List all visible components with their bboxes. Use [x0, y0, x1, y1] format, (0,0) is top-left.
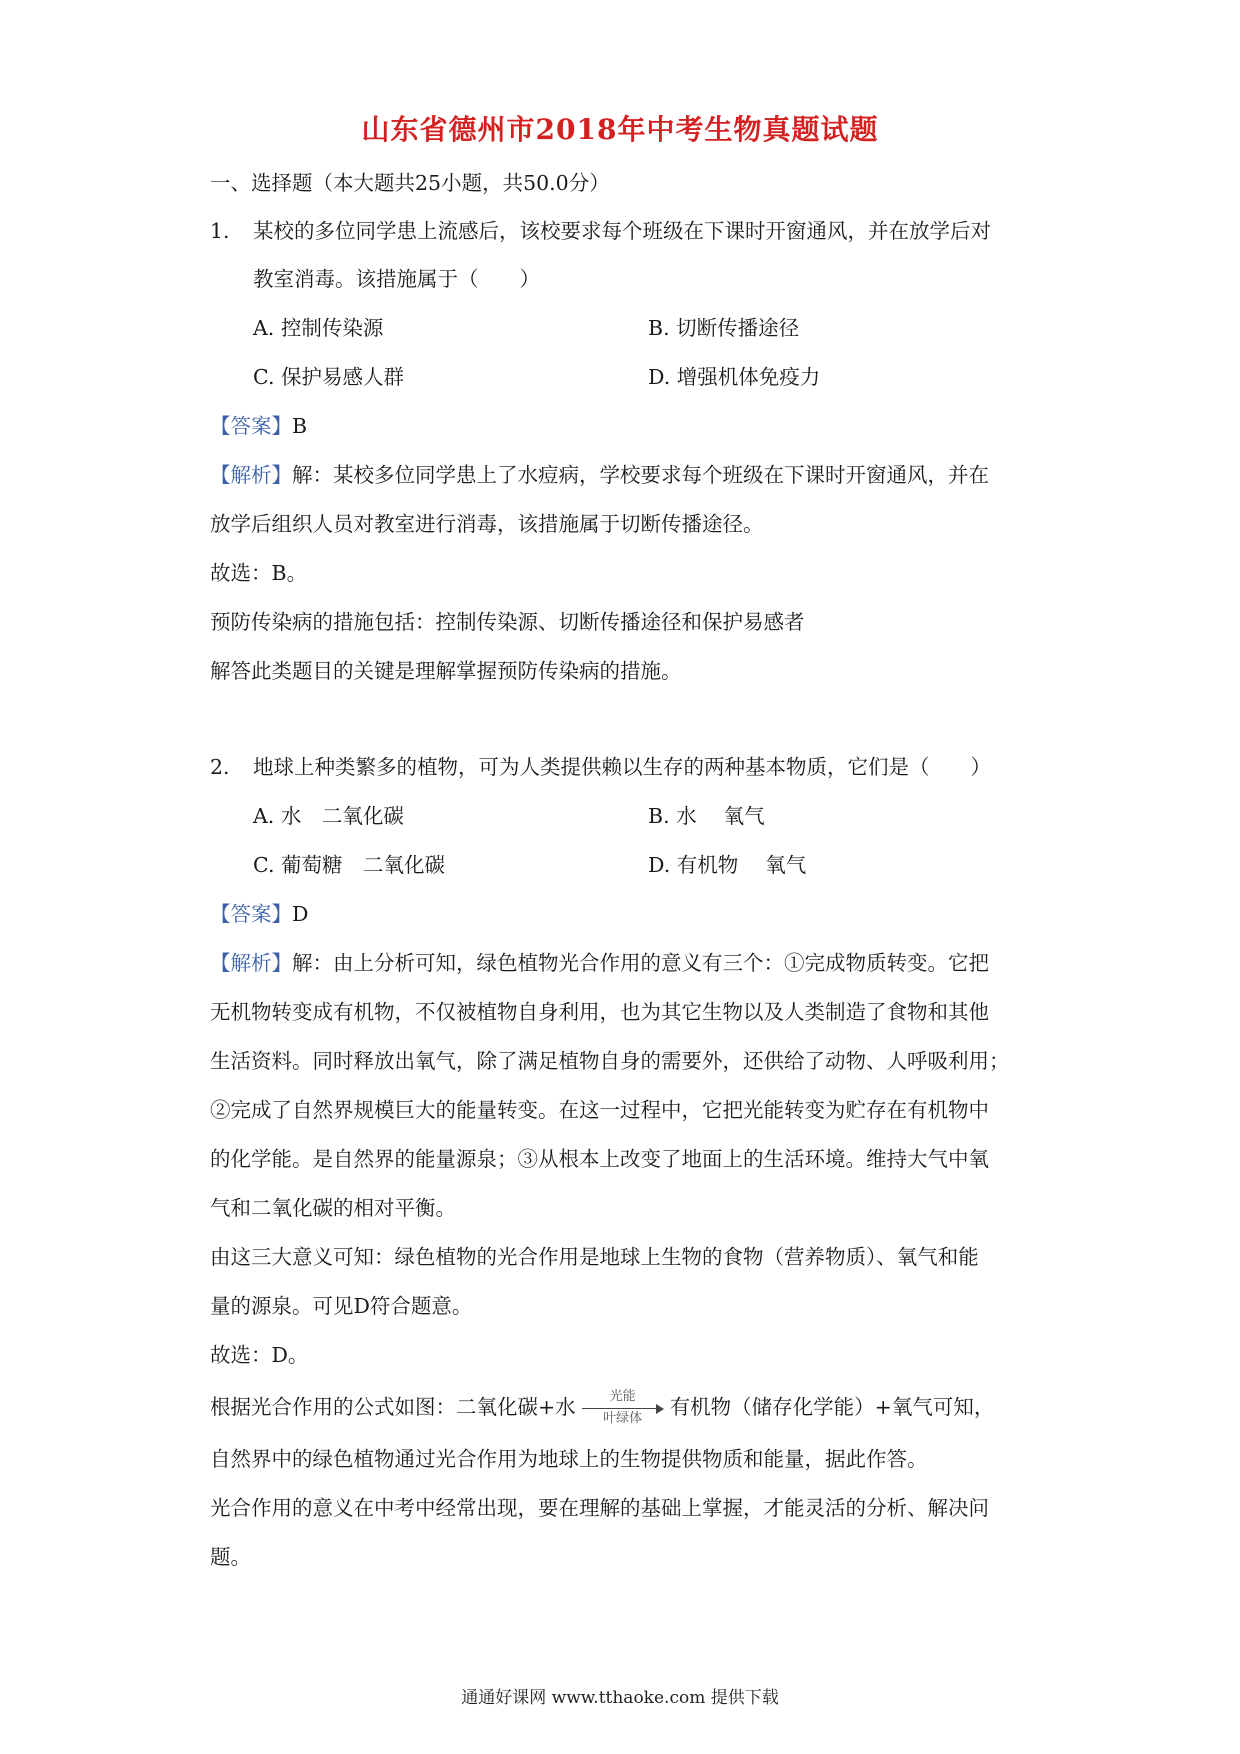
analysis-tag: 【解析】	[210, 463, 292, 487]
question-2-note1: 自然界中的绿色植物通过光合作用为地球上的生物提供物质和能量，据此作答。	[210, 1447, 928, 1471]
analysis-text: 解：某校多位同学患上了水痘病，学校要求每个班级在下课时开窗通风，并在	[292, 463, 989, 487]
answer-tag: 【答案】	[210, 414, 292, 438]
question-1-note1: 预防传染病的措施包括：控制传染源、切断传播途径和保护易感者	[210, 610, 805, 634]
formula-after: 有机物（储存化学能）+氧气可知，	[669, 1395, 995, 1419]
answer-tag: 【答案】	[210, 902, 292, 926]
answer-value: B	[292, 414, 308, 438]
page-title: 山东省德州市2018年中考生物真题试题	[361, 113, 879, 146]
question-2-option-c: C. 葡萄糖 二氧化碳	[253, 853, 445, 877]
question-2-note3: 题。	[210, 1545, 251, 1569]
reaction-arrow	[582, 1388, 664, 1426]
question-2-stem-line1: 地球上种类繁多的植物，可为人类提供赖以生存的两种基本物质，它们是（ ）	[253, 755, 991, 779]
question-2-analysis-line6: 气和二氧化碳的相对平衡。	[210, 1196, 456, 1220]
question-2-number: 2.	[210, 755, 230, 779]
question-2-analysis-line3: 生活资料。同时释放出氧气，除了满足植物自身的需要外，还供给了动物、人呼吸利用；	[210, 1049, 1010, 1073]
question-2-summary-line2: 量的源泉。可见D符合题意。	[210, 1294, 473, 1318]
question-2-option-d: D. 有机物 氧气	[648, 853, 807, 877]
question-2-analysis-line2: 无机物转变成有机物，不仅被植物自身利用，也为其它生物以及人类制造了食物和其他	[210, 1000, 989, 1024]
formula-before: 根据光合作用的公式如图：二氧化碳+水	[210, 1395, 576, 1419]
question-2-analysis-line4: ②完成了自然界规模巨大的能量转变。在这一过程中，它把光能转变为贮存在有机物中	[210, 1098, 989, 1122]
question-2-analysis-line1	[210, 948, 989, 978]
question-2-note2: 光合作用的意义在中考中经常出现，要在理解的基础上掌握，才能灵活的分析、解决问	[210, 1496, 989, 1520]
section-heading: 一、选择题（本大题共25小题，共50.0分）	[210, 171, 610, 195]
question-1-option-d: D. 增强机体免疫力	[648, 365, 821, 389]
question-2-choose: 故选：D。	[210, 1343, 309, 1367]
question-1-note2: 解答此类题目的关键是理解掌握预防传染病的措施。	[210, 659, 682, 683]
question-2-option-b: B. 水 氧气	[648, 804, 765, 828]
question-1-choose: 故选：B。	[210, 561, 308, 585]
question-1-stem-line2: 教室消毒。该措施属于（ ）	[253, 267, 540, 291]
question-1-option-c: C. 保护易感人群	[253, 365, 404, 389]
page-footer: 通通好课网 www.tthaoke.com 提供下载	[461, 1688, 779, 1708]
question-2-option-a: A. 水 二氧化碳	[253, 804, 404, 828]
analysis-tag: 【解析】	[210, 951, 292, 975]
question-1-stem-line1: 某校的多位同学患上流感后，该校要求每个班级在下课时开窗通风，并在放学后对	[253, 219, 991, 243]
question-1-option-a: A. 控制传染源	[253, 316, 384, 340]
answer-value: D	[292, 902, 309, 926]
question-2-summary-line1: 由这三大意义可知：绿色植物的光合作用是地球上生物的食物（营养物质）、氧气和能	[210, 1245, 979, 1269]
question-2-answer	[210, 899, 308, 929]
arrow-condition-top: 光能	[609, 1388, 636, 1404]
question-1-analysis-line1	[210, 460, 989, 490]
arrow-shaft	[582, 1408, 658, 1409]
question-1-answer	[210, 411, 307, 441]
question-1-option-b: B. 切断传播途径	[648, 316, 800, 340]
question-1-number: 1.	[210, 219, 230, 243]
question-1-analysis-line2: 放学后组织人员对教室进行消毒，该措施属于切断传播途径。	[210, 512, 764, 536]
arrow-condition-bottom: 叶绿体	[603, 1410, 643, 1426]
analysis-text: 解：由上分析可知，绿色植物光合作用的意义有三个：①完成物质转变。它把	[292, 951, 989, 975]
question-2-analysis-line5: 的化学能。是自然界的能量源泉；③从根本上改变了地面上的生活环境。维持大气中氧	[210, 1147, 989, 1171]
photosynthesis-formula-line	[210, 1388, 995, 1426]
